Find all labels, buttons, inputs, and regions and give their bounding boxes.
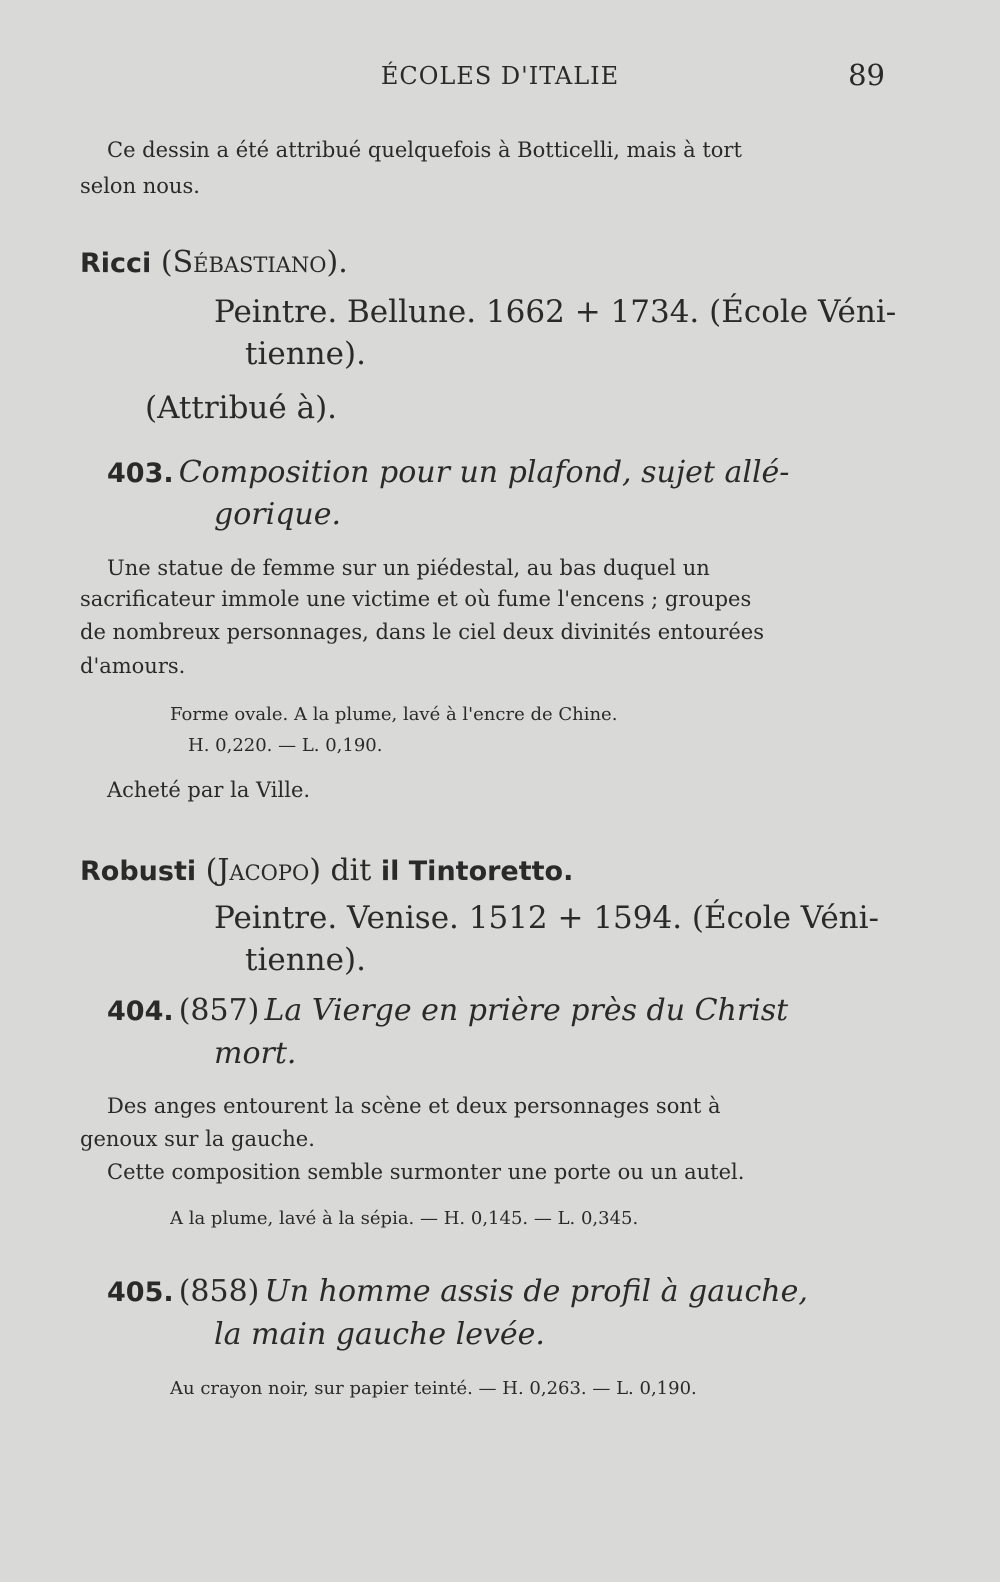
entry-ref: (857) xyxy=(178,993,260,1028)
entry-403-technique: Forme ovale. A la plume, lavé à l'encre de Chine. xyxy=(170,704,618,725)
artist-heading-robusti xyxy=(80,853,573,888)
entry-405-heading xyxy=(107,1274,808,1309)
entry-403-desc-2: sacrificateur immole une victime et où fume l'encens ; groupes xyxy=(80,587,752,611)
artist-nickname: il Tintoretto. xyxy=(380,856,574,887)
intro-line-1: Ce dessin a été attribué quelquefois à Botticelli, mais à tort xyxy=(107,138,742,162)
artist-surname: Robusti xyxy=(80,856,197,887)
artist-given-name: (Jacopo) xyxy=(205,853,321,888)
entry-404-desc-1: Des anges entourent la scène et deux personnages sont à xyxy=(107,1094,721,1118)
page-number: 89 xyxy=(848,58,885,92)
entry-title: Un homme assis de profil à gauche, xyxy=(264,1274,808,1309)
artist-bio-line-1: Peintre. Venise. 1512 + 1594. (École Véni- xyxy=(214,900,880,936)
entry-404-heading xyxy=(107,993,788,1028)
entry-404-technique: A la plume, lavé à la sépia. — H. 0,145. — L. 0,345. xyxy=(170,1208,639,1229)
entry-403-desc-1: Une statue de femme sur un piédestal, au bas duquel un xyxy=(107,556,710,580)
artist-heading-ricci xyxy=(80,245,348,280)
intro-line-2: selon nous. xyxy=(80,174,200,198)
entry-title-cont: la main gauche levée. xyxy=(214,1317,545,1352)
entry-title-cont: mort. xyxy=(214,1036,297,1071)
entry-403-dimensions: H. 0,220. — L. 0,190. xyxy=(188,735,383,756)
artist-bio-line-2: tienne). xyxy=(245,942,366,978)
artist-dit: dit xyxy=(330,853,372,888)
entry-number: 405. xyxy=(107,1277,174,1308)
entry-title-cont: gorique. xyxy=(214,497,342,532)
entry-403-desc-3: de nombreux personnages, dans le ciel deux divinités entourées xyxy=(80,620,764,644)
artist-bio-line-1: Peintre. Bellune. 1662 + 1734. (École Véni- xyxy=(214,294,897,330)
artist-bio-line-2: tienne). xyxy=(245,336,366,372)
entry-403-desc-4: d'amours. xyxy=(80,654,186,678)
attribution-note: (Attribué à). xyxy=(145,390,338,426)
entry-title: La Vierge en prière près du Christ xyxy=(264,993,789,1028)
entry-404-desc-2: genoux sur la gauche. xyxy=(80,1127,315,1151)
running-head: ÉCOLES D'ITALIE xyxy=(380,62,620,90)
entry-404-desc-3: Cette composition semble surmonter une porte ou un autel. xyxy=(107,1160,745,1184)
entry-403-provenance: Acheté par la Ville. xyxy=(107,778,311,802)
entry-number: 403. xyxy=(107,458,174,489)
entry-403-heading xyxy=(107,455,789,490)
entry-ref: (858) xyxy=(178,1274,260,1309)
entry-title: Composition pour un plafond, sujet allé- xyxy=(178,455,790,490)
entry-405-technique: Au crayon noir, sur papier teinté. — H. 0,263. — L. 0,190. xyxy=(170,1378,697,1399)
artist-given-name: (Sébastiano). xyxy=(160,245,348,280)
entry-number: 404. xyxy=(107,996,174,1027)
artist-surname: Ricci xyxy=(80,248,152,279)
